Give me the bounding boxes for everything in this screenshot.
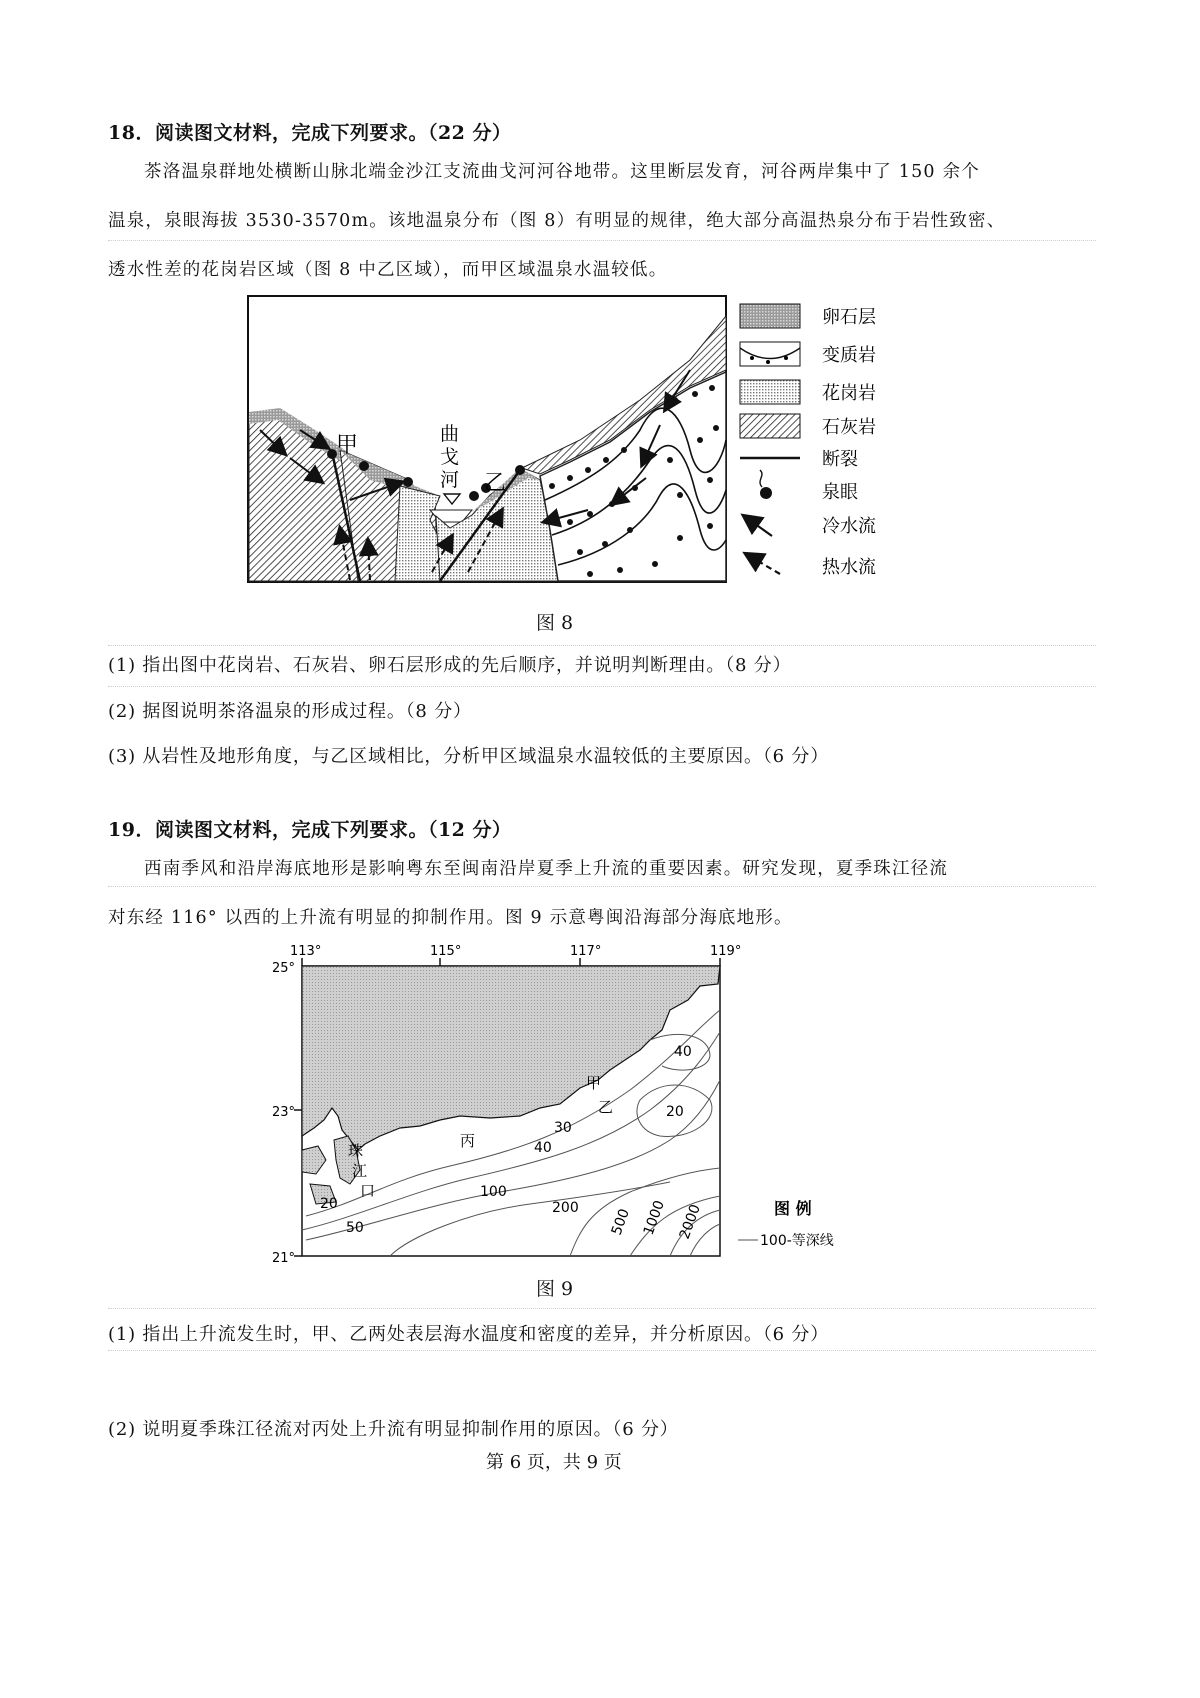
lat-21: 21°: [272, 1251, 296, 1266]
label-river-2: 戈: [440, 446, 460, 468]
place-kou: 口: [360, 1182, 376, 1200]
lat-25: 25°: [272, 961, 296, 976]
contour-40b: 40: [534, 1140, 552, 1156]
contour-30: 30: [554, 1120, 572, 1136]
place-zhu: 珠: [348, 1142, 364, 1160]
q18-sub-1: (1) 指出图中花岗岩、石灰岩、卵石层形成的先后顺序，并说明判断理由。（8 分）: [108, 655, 792, 676]
lon-117: 117°: [570, 944, 602, 959]
contour-20a: 20: [666, 1104, 684, 1120]
fig9-legend-item: 100-等深线: [760, 1233, 834, 1249]
label-yi: 乙: [484, 471, 507, 496]
legend-limestone: 石灰岩: [822, 417, 876, 438]
legend-fault: 断裂: [822, 449, 858, 470]
q18-line-3: 透水性差的花岗岩区域（图 8 中乙区域），而甲区域温泉水温较低。: [108, 260, 668, 280]
q18-line-2: 温泉，泉眼海拔 3530-3570m。该地温泉分布（图 8）有明显的规律，绝大部分高温热泉分布于岩性致密、: [108, 211, 1006, 231]
lat-23: 23°: [272, 1105, 296, 1120]
contour-20b: 20: [320, 1196, 338, 1212]
legend-metamorphic: 变质岩: [822, 345, 876, 366]
lon-119: 119°: [710, 944, 742, 959]
contour-50: 50: [346, 1220, 364, 1236]
q19-line-2: 对东经 116° 以西的上升流有明显的抑制作用。图 9 示意粤闽沿海部分海底地形。: [108, 908, 793, 928]
label-river-1: 曲: [440, 423, 460, 445]
q19-sub-2: (2) 说明夏季珠江径流对丙处上升流有明显抑制作用的原因。（6 分）: [108, 1419, 679, 1440]
place-bing: 丙: [460, 1132, 476, 1150]
place-yi: 乙: [598, 1098, 614, 1116]
figure-8: [240, 290, 880, 610]
legend-cold-flow: 冷水流: [822, 516, 876, 537]
q19-sub-1: (1) 指出上升流发生时，甲、乙两处表层海水温度和密度的差异，并分析原因。（6 分）: [108, 1324, 829, 1345]
place-jia: 甲: [586, 1074, 602, 1092]
legend-hot-flow: 热水流: [822, 557, 876, 578]
figure-9: [270, 940, 870, 1270]
q18-material: [108, 148, 1108, 295]
lon-115: 115°: [430, 944, 462, 959]
contour-500: 500: [608, 1206, 633, 1238]
page-footer: 第 6 页，共 9 页: [486, 1452, 622, 1473]
q18-title: 18．阅读图文材料，完成下列要求。（22 分）: [108, 122, 512, 144]
place-jiang: 江: [352, 1162, 368, 1180]
legend-granite: 花岗岩: [822, 383, 876, 404]
q18-sub-2: (2) 据图说明茶洛温泉的形成过程。（8 分）: [108, 701, 472, 722]
contour-100: 100: [480, 1184, 507, 1200]
contour-1000: 1000: [640, 1198, 668, 1238]
legend-spring: 泉眼: [822, 482, 858, 503]
label-river-3: 河: [440, 469, 460, 491]
legend-gravel: 卵石层: [822, 307, 876, 328]
fig9-legend-title: 图 例: [774, 1199, 812, 1218]
q18-sub-3: (3) 从岩性及地形角度，与乙区域相比，分析甲区域温泉水温较低的主要原因。（6 分）: [108, 746, 829, 767]
lon-113: 113°: [290, 944, 322, 959]
q19-line-1: 西南季风和沿岸海底地形是影响粤东至闽南沿岸夏季上升流的重要因素。研究发现，夏季珠江径流: [144, 859, 949, 879]
figure-9-caption: 图 9: [536, 1278, 574, 1300]
contour-200: 200: [552, 1200, 579, 1216]
figure-8-caption: 图 8: [536, 612, 574, 634]
q18-line-1: 茶洛温泉群地处横断山脉北端金沙江支流曲戈河河谷地带。这里断层发育，河谷两岸集中了 150 余个: [144, 162, 980, 182]
q19-material: [108, 845, 1108, 943]
contour-2000: 2000: [676, 1202, 704, 1242]
contour-40a: 40: [674, 1044, 692, 1060]
label-jia: 甲: [336, 433, 359, 458]
q19-title: 19．阅读图文材料，完成下列要求。（12 分）: [108, 819, 512, 841]
